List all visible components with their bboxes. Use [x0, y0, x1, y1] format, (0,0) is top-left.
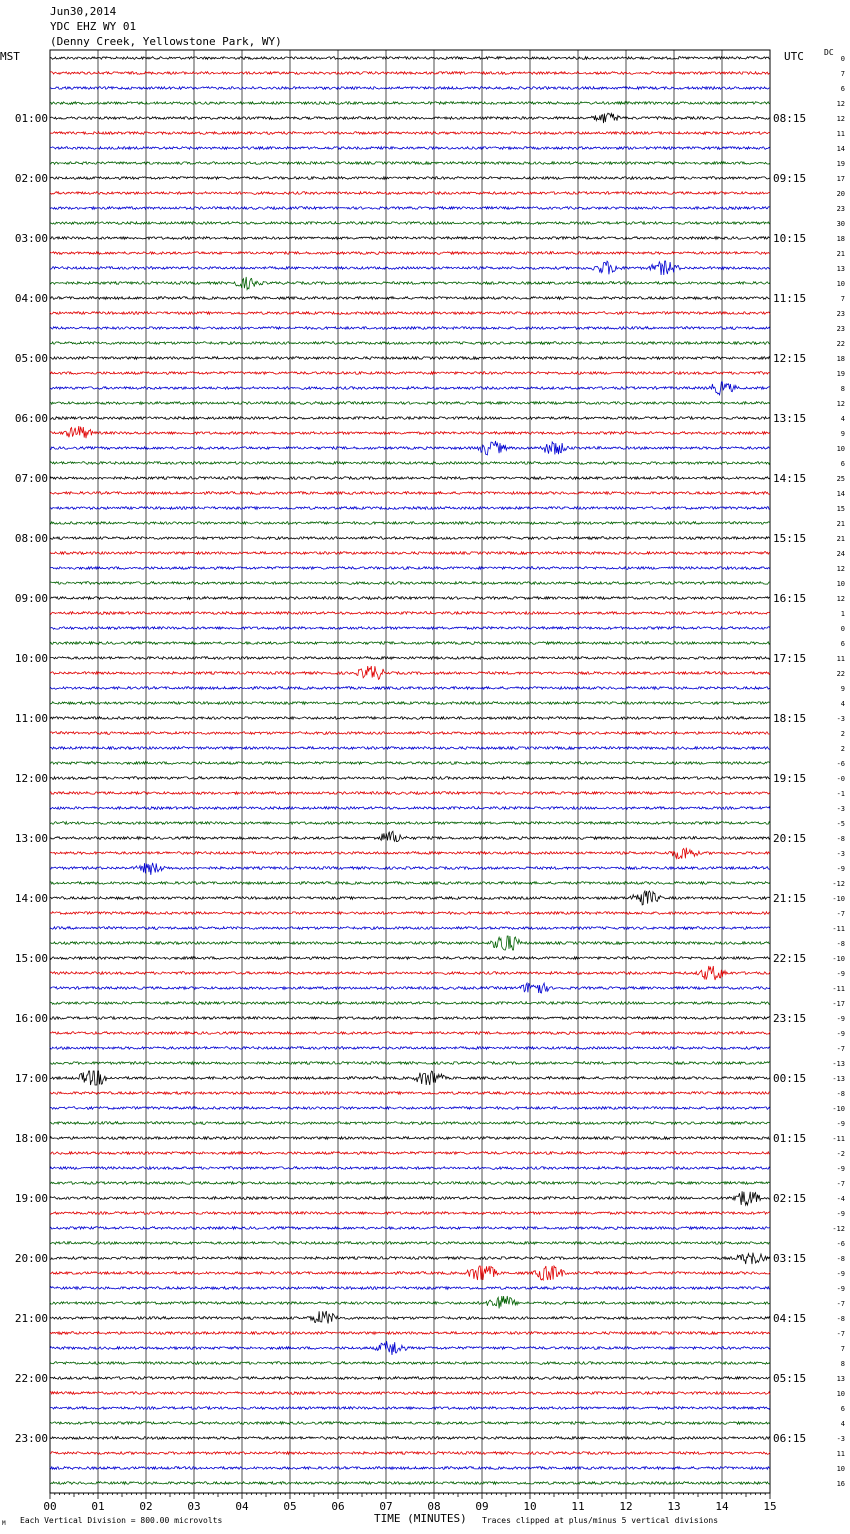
trace-row-24: [50, 417, 770, 420]
dc-offset-label: 21: [836, 520, 845, 528]
dc-column-label: DC: [824, 48, 834, 57]
dc-offset-label: 4: [840, 1420, 845, 1428]
dc-offset-label: -9: [836, 970, 845, 978]
trace-row-9: [50, 192, 770, 195]
trace-row-6: [50, 147, 770, 150]
trace-row-7: [50, 162, 770, 165]
left-hour-label: 16:00: [14, 1012, 48, 1025]
left-hour-label: 22:00: [14, 1372, 48, 1385]
trace-row-77: [50, 1212, 770, 1215]
right-hour-label: 23:15: [773, 1012, 807, 1025]
trace-row-65: [50, 1032, 770, 1035]
trace-row-55: [50, 882, 770, 885]
dc-offset-label: 0: [840, 625, 845, 633]
dc-offset-label: 25: [836, 475, 845, 483]
dc-offset-label: -8: [836, 1090, 845, 1098]
trace-row-57: [50, 912, 770, 915]
trace-row-28: [50, 477, 770, 480]
left-hour-label: 23:00: [14, 1432, 48, 1445]
trace-row-89: [50, 1392, 770, 1395]
right-hour-label: 20:15: [773, 832, 807, 845]
dc-offset-label: 22: [836, 340, 845, 348]
right-hour-label: 06:15: [773, 1432, 807, 1445]
trace-row-27: [50, 462, 770, 465]
right-hour-label: 13:15: [773, 412, 807, 425]
trace-row-4: [50, 113, 770, 123]
trace-row-52: [50, 831, 770, 841]
right-hour-label: 05:15: [773, 1372, 807, 1385]
right-hour-label: 02:15: [773, 1192, 807, 1205]
x-tick-label: 10: [523, 1500, 537, 1513]
dc-offset-label: 0: [840, 55, 845, 63]
dc-offset-label: 10: [836, 1390, 845, 1398]
dc-offset-label: 6: [840, 460, 845, 468]
trace-row-75: [50, 1182, 770, 1185]
trace-row-35: [50, 582, 770, 585]
station-location: (Denny Creek, Yellowstone Park, WY): [50, 35, 282, 48]
trace-row-69: [50, 1092, 770, 1095]
trace-row-10: [50, 207, 770, 210]
left-hour-label: 18:00: [14, 1132, 48, 1145]
trace-row-84: [50, 1311, 770, 1324]
trace-row-62: [50, 983, 770, 993]
dc-offset-label: -9: [836, 1270, 845, 1278]
trace-row-19: [50, 342, 770, 345]
dc-offset-label: 20: [836, 190, 845, 198]
corner-mark: M: [2, 1520, 6, 1527]
dc-offset-label: 9: [840, 430, 845, 438]
x-tick-label: 12: [619, 1500, 633, 1513]
dc-offset-label: 30: [836, 220, 845, 228]
dc-offset-label: 12: [836, 565, 845, 573]
left-hour-label: 04:00: [14, 292, 48, 305]
dc-offset-label: 14: [836, 145, 845, 153]
trace-row-22: [50, 382, 770, 395]
dc-offset-label: 11: [836, 1450, 845, 1458]
dc-offset-label: -9: [836, 1165, 845, 1173]
dc-offset-label: 6: [840, 640, 845, 648]
x-tick-label: 04: [235, 1500, 249, 1513]
dc-offset-label: 10: [836, 280, 845, 288]
trace-row-46: [50, 747, 770, 750]
trace-row-53: [50, 848, 770, 859]
trace-row-73: [50, 1152, 770, 1155]
dc-offset-label: 6: [840, 1405, 845, 1413]
dc-offset-label: -9: [836, 1030, 845, 1038]
trace-row-2: [50, 87, 770, 90]
dc-offset-label: 23: [836, 310, 845, 318]
trace-row-43: [50, 702, 770, 705]
trace-row-64: [50, 1017, 770, 1020]
dc-offset-label: 11: [836, 130, 845, 138]
dc-offset-label: -3: [836, 1435, 845, 1443]
trace-row-93: [50, 1452, 770, 1455]
x-tick-label: 00: [43, 1500, 57, 1513]
dc-offset-label: -8: [836, 1315, 845, 1323]
trace-row-33: [50, 552, 770, 555]
right-hour-label: 22:15: [773, 952, 807, 965]
right-hour-label: 11:15: [773, 292, 807, 305]
trace-row-20: [50, 357, 770, 360]
trace-row-76: [50, 1191, 770, 1205]
trace-row-67: [50, 1062, 770, 1065]
trace-row-85: [50, 1332, 770, 1335]
trace-row-21: [50, 372, 770, 375]
trace-row-14: [50, 261, 770, 275]
trace-row-91: [50, 1422, 770, 1425]
x-tick-label: 11: [571, 1500, 585, 1513]
dc-offset-label: -7: [836, 1180, 845, 1188]
dc-offset-label: -7: [836, 1045, 845, 1053]
trace-row-38: [50, 627, 770, 630]
dc-offset-label: 18: [836, 355, 845, 363]
dc-offset-label: -4: [836, 1195, 845, 1203]
trace-row-80: [50, 1253, 770, 1265]
right-hour-label: 14:15: [773, 472, 807, 485]
trace-row-42: [50, 687, 770, 690]
trace-row-94: [50, 1467, 770, 1470]
dc-offset-label: 2: [840, 745, 845, 753]
dc-offset-label: 19: [836, 370, 845, 378]
trace-row-34: [50, 567, 770, 570]
trace-row-29: [50, 492, 770, 495]
dc-offset-label: -13: [832, 1075, 845, 1083]
trace-row-36: [50, 597, 770, 600]
dc-offset-label: 21: [836, 535, 845, 543]
dc-offset-label: -8: [836, 940, 845, 948]
trace-row-70: [50, 1107, 770, 1110]
right-hour-label: 16:15: [773, 592, 807, 605]
trace-row-23: [50, 402, 770, 405]
left-hour-label: 01:00: [14, 112, 48, 125]
dc-offset-label: 10: [836, 1465, 845, 1473]
dc-offset-label: -12: [832, 1225, 845, 1233]
trace-row-1: [50, 72, 770, 75]
dc-offset-label: 19: [836, 160, 845, 168]
left-hour-label: 07:00: [14, 472, 48, 485]
dc-offset-label: -10: [832, 1105, 845, 1113]
dc-offset-label: 8: [840, 385, 845, 393]
dc-offset-label: -11: [832, 925, 845, 933]
dc-offset-label: -6: [836, 760, 845, 768]
trace-row-47: [50, 762, 770, 765]
trace-row-95: [50, 1482, 770, 1485]
left-hour-label: 20:00: [14, 1252, 48, 1265]
left-hour-label: 12:00: [14, 772, 48, 785]
plot-date: Jun30,2014: [50, 5, 117, 18]
dc-offset-label: 4: [840, 415, 845, 423]
dc-offset-label: -9: [836, 1285, 845, 1293]
left-timezone-label: MST: [0, 50, 20, 63]
dc-offset-label: -3: [836, 805, 845, 813]
right-hour-label: 03:15: [773, 1252, 807, 1265]
dc-offset-label: 4: [840, 700, 845, 708]
trace-row-87: [50, 1362, 770, 1365]
left-hour-label: 10:00: [14, 652, 48, 665]
trace-row-68: [50, 1071, 770, 1085]
dc-offset-label: 12: [836, 400, 845, 408]
left-hour-label: 13:00: [14, 832, 48, 845]
trace-row-54: [50, 863, 770, 875]
left-hour-label: 19:00: [14, 1192, 48, 1205]
trace-row-82: [50, 1287, 770, 1290]
dc-offset-label: -8: [836, 835, 845, 843]
trace-row-37: [50, 612, 770, 615]
dc-offset-label: 1: [840, 610, 845, 618]
trace-row-81: [50, 1266, 770, 1280]
dc-offset-label: -11: [832, 985, 845, 993]
dc-offset-label: 12: [836, 595, 845, 603]
trace-row-48: [50, 777, 770, 780]
dc-offset-label: -7: [836, 1300, 845, 1308]
x-tick-label: 08: [427, 1500, 441, 1513]
trace-row-66: [50, 1047, 770, 1050]
trace-row-12: [50, 237, 770, 240]
trace-row-58: [50, 927, 770, 930]
x-tick-label: 03: [187, 1500, 201, 1513]
dc-offset-label: 15: [836, 505, 845, 513]
trace-row-74: [50, 1167, 770, 1170]
dc-offset-label: 21: [836, 250, 845, 258]
x-tick-label: 15: [763, 1500, 777, 1513]
clipping-note: Traces clipped at plus/minus 5 vertical divisions: [482, 1516, 719, 1525]
dc-offset-label: -17: [832, 1000, 845, 1008]
x-tick-label: 01: [91, 1500, 105, 1513]
dc-offset-label: 12: [836, 100, 845, 108]
dc-offset-label: 2: [840, 730, 845, 738]
trace-row-25: [50, 426, 770, 438]
x-tick-label: 13: [667, 1500, 681, 1513]
right-hour-label: 04:15: [773, 1312, 807, 1325]
dc-offset-label: 7: [840, 70, 845, 78]
dc-offset-label: -3: [836, 850, 845, 858]
dc-offset-label: 13: [836, 1375, 845, 1383]
right-hour-label: 01:15: [773, 1132, 807, 1145]
x-tick-label: 05: [283, 1500, 297, 1513]
dc-offset-label: 10: [836, 580, 845, 588]
dc-offset-label: -0: [836, 775, 845, 783]
x-tick-label: 07: [379, 1500, 393, 1513]
trace-row-72: [50, 1137, 770, 1140]
trace-row-86: [50, 1341, 770, 1355]
trace-row-41: [50, 666, 770, 679]
dc-offset-label: -6: [836, 1240, 845, 1248]
dc-offset-label: 12: [836, 115, 845, 123]
right-hour-label: 10:15: [773, 232, 807, 245]
x-tick-label: 02: [139, 1500, 153, 1513]
dc-offset-label: -10: [832, 955, 845, 963]
dc-offset-label: -3: [836, 715, 845, 723]
trace-row-11: [50, 222, 770, 225]
dc-offset-label: -9: [836, 1120, 845, 1128]
dc-offset-label: 14: [836, 490, 845, 498]
dc-offset-label: -11: [832, 1135, 845, 1143]
dc-offset-label: -10: [832, 895, 845, 903]
trace-row-78: [50, 1227, 770, 1230]
right-timezone-label: UTC: [784, 50, 804, 63]
dc-offset-label: 13: [836, 265, 845, 273]
trace-row-18: [50, 327, 770, 330]
left-hour-label: 03:00: [14, 232, 48, 245]
dc-offset-label: 17: [836, 175, 845, 183]
trace-row-30: [50, 507, 770, 510]
trace-row-56: [50, 891, 770, 905]
x-tick-label: 06: [331, 1500, 345, 1513]
left-hour-label: 14:00: [14, 892, 48, 905]
dc-offset-label: 7: [840, 1345, 845, 1353]
trace-row-79: [50, 1242, 770, 1245]
dc-offset-label: -1: [836, 790, 845, 798]
dc-offset-label: -9: [836, 1210, 845, 1218]
trace-row-32: [50, 537, 770, 540]
trace-row-16: [50, 297, 770, 300]
dc-offset-label: 6: [840, 85, 845, 93]
x-tick-label: 14: [715, 1500, 729, 1513]
trace-row-44: [50, 717, 770, 720]
left-hour-label: 17:00: [14, 1072, 48, 1085]
trace-row-90: [50, 1407, 770, 1410]
trace-row-60: [50, 957, 770, 960]
right-hour-label: 00:15: [773, 1072, 807, 1085]
trace-row-63: [50, 1002, 770, 1005]
dc-offset-label: -7: [836, 1330, 845, 1338]
trace-row-15: [50, 277, 770, 290]
left-hour-label: 08:00: [14, 532, 48, 545]
trace-row-50: [50, 807, 770, 810]
trace-row-17: [50, 312, 770, 315]
left-hour-label: 06:00: [14, 412, 48, 425]
x-axis-title: TIME (MINUTES): [374, 1512, 467, 1525]
trace-row-88: [50, 1377, 770, 1380]
right-hour-label: 21:15: [773, 892, 807, 905]
trace-row-3: [50, 102, 770, 105]
trace-row-59: [50, 936, 770, 950]
right-hour-label: 17:15: [773, 652, 807, 665]
trace-row-0: [50, 57, 770, 60]
dc-offset-label: 23: [836, 205, 845, 213]
left-hour-label: 09:00: [14, 592, 48, 605]
left-hour-label: 15:00: [14, 952, 48, 965]
trace-row-61: [50, 966, 770, 980]
dc-offset-label: -2: [836, 1150, 845, 1158]
station-title: YDC EHZ WY 01: [50, 20, 137, 33]
dc-offset-label: 10: [836, 445, 845, 453]
trace-row-40: [50, 657, 770, 660]
dc-offset-label: -13: [832, 1060, 845, 1068]
dc-offset-label: -9: [836, 1015, 845, 1023]
trace-row-71: [50, 1122, 770, 1125]
dc-offset-label: -7: [836, 910, 845, 918]
dc-offset-label: 7: [840, 295, 845, 303]
trace-row-13: [50, 252, 770, 255]
dc-offset-label: 16: [836, 1480, 845, 1488]
dc-offset-label: 8: [840, 1360, 845, 1368]
vertical-scale-note: Each Vertical Division = 800.00 microvolts: [20, 1516, 223, 1525]
trace-row-31: [50, 522, 770, 525]
trace-row-51: [50, 822, 770, 825]
dc-offset-label: -5: [836, 820, 845, 828]
right-hour-label: 08:15: [773, 112, 807, 125]
trace-row-83: [50, 1296, 770, 1309]
trace-row-26: [50, 441, 770, 455]
trace-row-39: [50, 642, 770, 645]
right-hour-label: 19:15: [773, 772, 807, 785]
left-hour-label: 02:00: [14, 172, 48, 185]
dc-offset-label: 9: [840, 685, 845, 693]
trace-row-45: [50, 732, 770, 735]
trace-row-49: [50, 792, 770, 795]
right-hour-label: 12:15: [773, 352, 807, 365]
dc-offset-label: 22: [836, 670, 845, 678]
x-tick-label: 09: [475, 1500, 489, 1513]
dc-offset-label: 18: [836, 235, 845, 243]
dc-offset-label: 23: [836, 325, 845, 333]
dc-offset-label: 24: [836, 550, 845, 558]
right-hour-label: 18:15: [773, 712, 807, 725]
dc-offset-label: -9: [836, 865, 845, 873]
left-hour-label: 21:00: [14, 1312, 48, 1325]
dc-offset-label: 11: [836, 655, 845, 663]
dc-offset-label: -12: [832, 880, 845, 888]
right-hour-label: 09:15: [773, 172, 807, 185]
right-hour-label: 15:15: [773, 532, 807, 545]
left-hour-label: 05:00: [14, 352, 48, 365]
left-hour-label: 11:00: [14, 712, 48, 725]
trace-row-92: [50, 1437, 770, 1440]
trace-row-8: [50, 177, 770, 180]
trace-row-5: [50, 132, 770, 135]
dc-offset-label: -8: [836, 1255, 845, 1263]
